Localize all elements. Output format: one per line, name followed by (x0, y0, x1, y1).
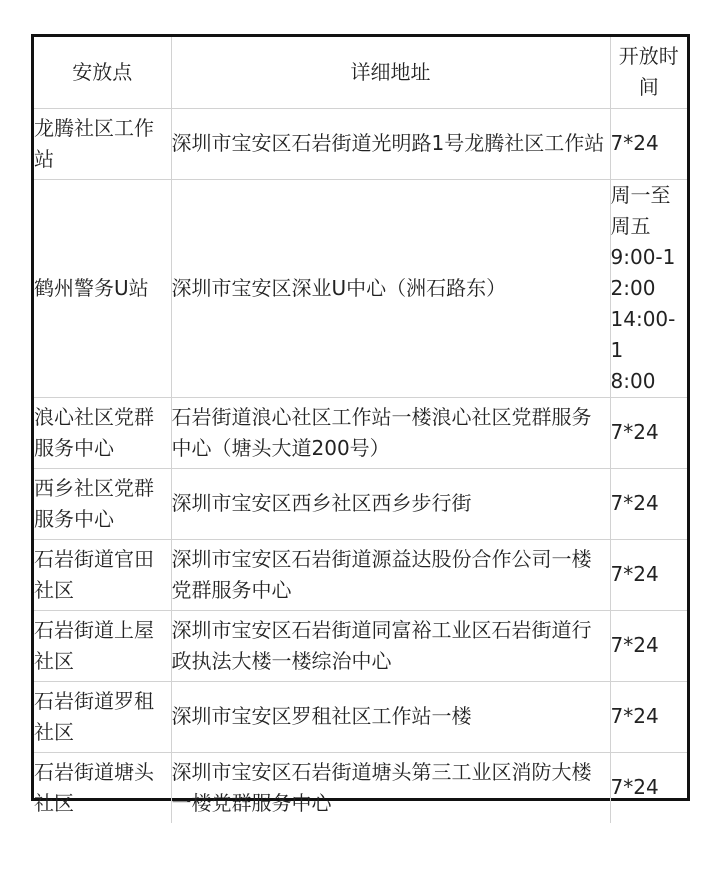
cell-hours-line: 8:00 (610, 368, 656, 393)
cell-point: 龙腾社区工作站 (34, 108, 171, 179)
cell-hours-line: 7*24 (610, 704, 659, 728)
cell-hours (610, 468, 687, 539)
cell-point: 石岩街道官田社区 (34, 539, 171, 610)
cell-address: 深圳市宝安区石岩街道同富裕工业区石岩街道行政执法大楼一楼综治中心 (171, 610, 610, 681)
header-address: 详细地址 (171, 37, 610, 108)
cell-hours (610, 539, 687, 610)
cell-point: 石岩街道塘头社区 (34, 752, 171, 823)
cell-point: 浪心社区党群服务中心 (34, 397, 171, 468)
cell-hours (610, 179, 687, 397)
cell-point: 西乡社区党群服务中心 (34, 468, 171, 539)
cell-hours-line: 9:00-1 (610, 244, 676, 269)
cell-address: 深圳市宝安区西乡社区西乡步行街 (171, 468, 610, 539)
cell-hours-line: 7*24 (610, 131, 659, 155)
table-row (34, 681, 687, 752)
table-row (34, 610, 687, 681)
locations-table (34, 37, 687, 823)
cell-address: 石岩街道浪心社区工作站一楼浪心社区党群服务中心（塘头大道200号） (171, 397, 610, 468)
cell-address: 深圳市宝安区深业U中心（洲石路东） (171, 179, 610, 397)
table-row (34, 397, 687, 468)
cell-hours-line: 14:00-1 (610, 306, 676, 362)
cell-hours-line: 7*24 (610, 633, 659, 657)
cell-hours-line: 7*24 (610, 562, 659, 586)
cell-address: 深圳市宝安区石岩街道光明路1号龙腾社区工作站 (171, 108, 610, 179)
cell-hours-line: 2:00 (610, 275, 656, 300)
table-row (34, 179, 687, 397)
cell-hours (610, 752, 687, 823)
header-point: 安放点 (34, 37, 171, 108)
cell-point: 鹤州警务U站 (34, 179, 171, 397)
cell-hours-line: 周一至 (610, 182, 671, 207)
cell-point: 石岩街道上屋社区 (34, 610, 171, 681)
cell-hours-line: 周五 (610, 213, 651, 238)
locations-table-frame (31, 34, 690, 815)
table-row (34, 752, 687, 823)
cell-point: 石岩街道罗租社区 (34, 681, 171, 752)
header-hours: 开放时间 (610, 37, 687, 108)
cell-hours (610, 397, 687, 468)
cell-hours-line: 7*24 (610, 775, 659, 800)
table-header-row (34, 37, 687, 108)
cell-hours-line: 7*24 (610, 491, 659, 515)
cell-hours (610, 681, 687, 752)
table-row (34, 468, 687, 539)
cell-hours (610, 108, 687, 179)
cell-address: 深圳市宝安区石岩街道源益达股份合作公司一楼党群服务中心 (171, 539, 610, 610)
cell-hours-line: 7*24 (610, 420, 659, 444)
cell-address: 深圳市宝安区石岩街道塘头第三工业区消防大楼一楼党群服务中心 (171, 752, 610, 823)
cell-address: 深圳市宝安区罗租社区工作站一楼 (171, 681, 610, 752)
cell-hours (610, 610, 687, 681)
table-row (34, 108, 687, 179)
table-row (34, 539, 687, 610)
